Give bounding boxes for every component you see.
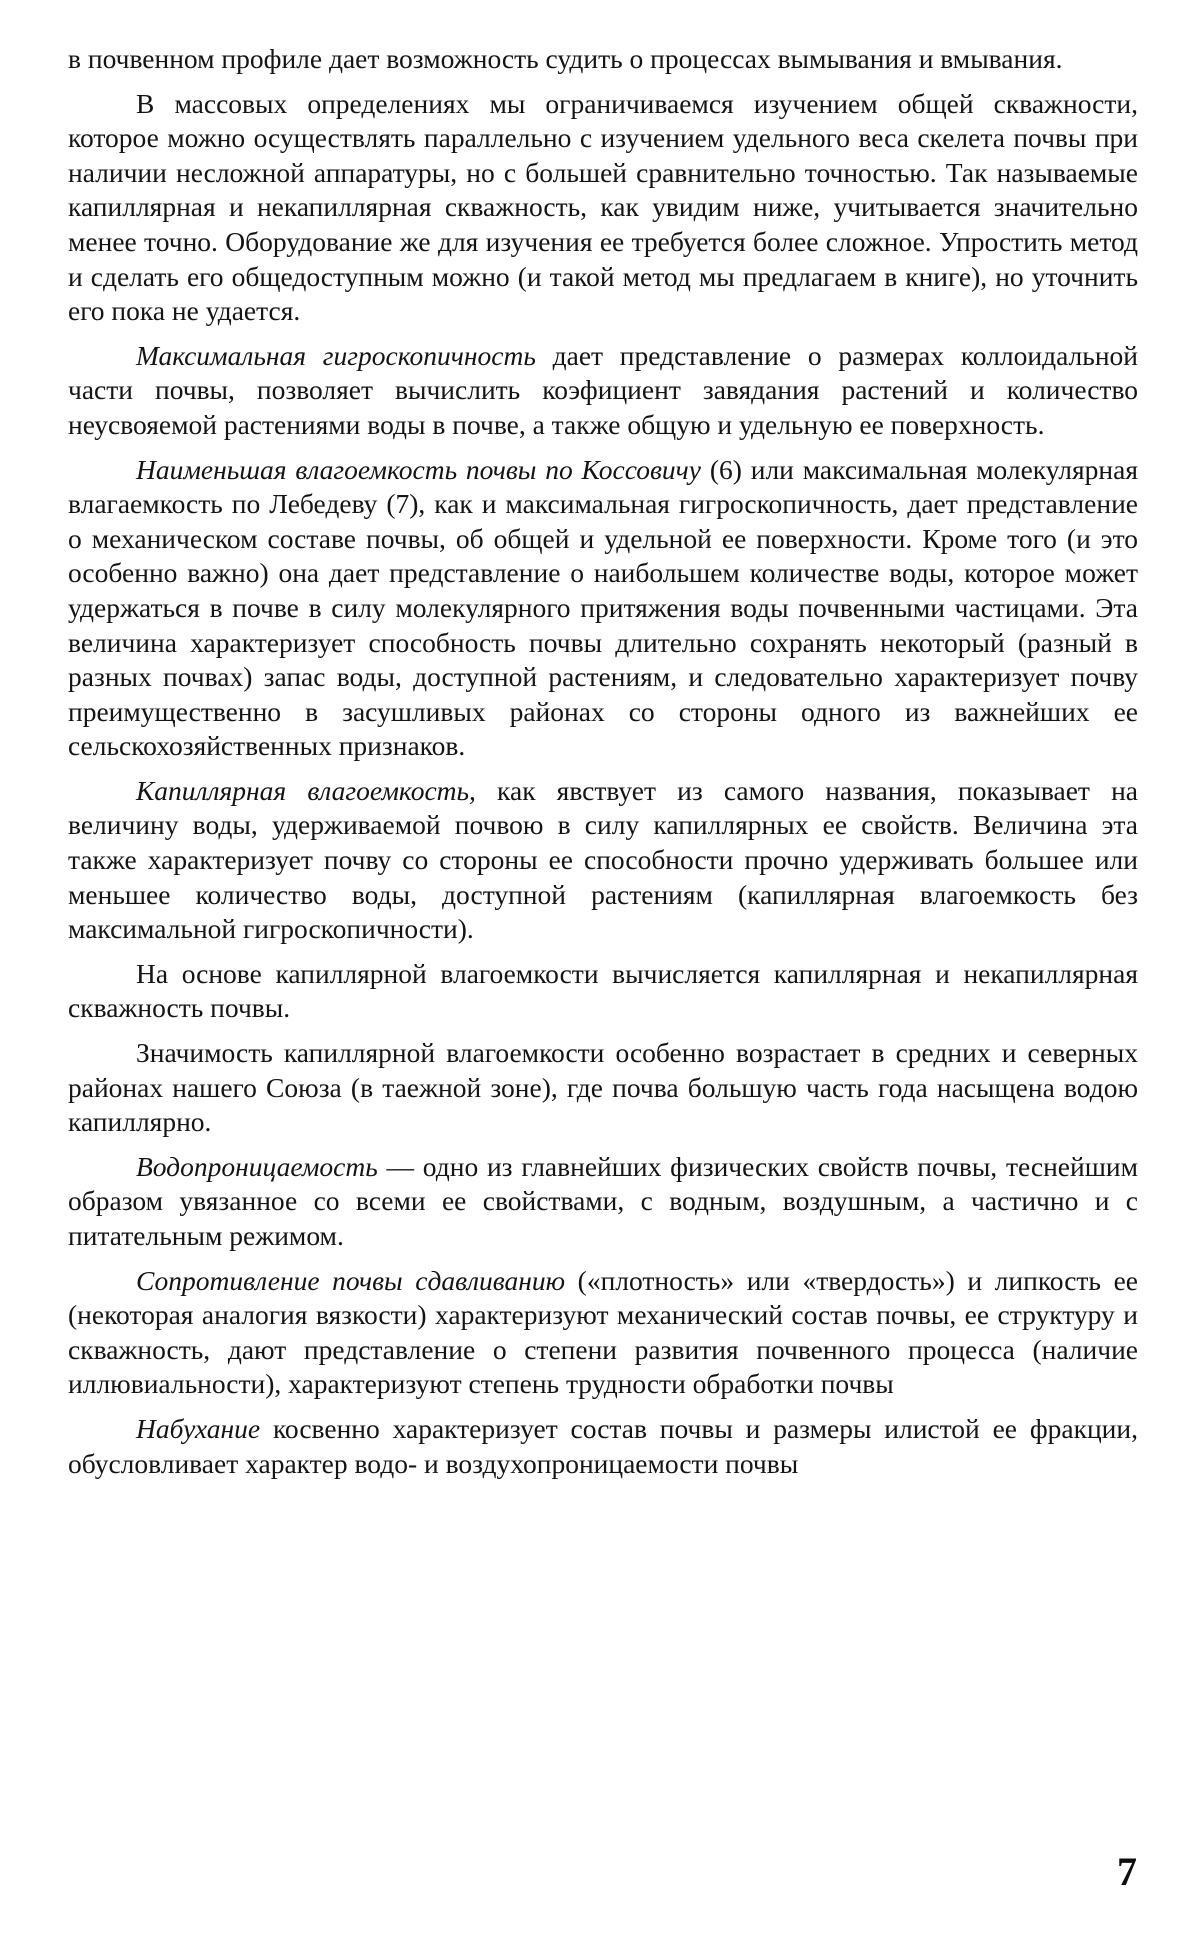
term-italic: Сопротивление почвы сдавливанию [136,1264,566,1296]
paragraph-text: дает представление о размерах коллоидальной части почвы, позволяет вычислить коэфициент завядания растений и количество неусвояемой растениями воды в почве, а также общую и удельную ее поверхность. [68,339,1138,440]
term-italic: Капиллярная влагоемкость, [136,774,476,806]
paragraph-capillary-capacity [68,774,1138,947]
term-italic: Максимальная гигроскопичность [136,339,536,371]
paragraph-porosity [68,87,1138,329]
paragraph-compression-resistance [68,1264,1138,1402]
paragraph-text: косвенно характеризует состав почвы и размеры илистой ее фракции, обусловливает характер водо- и воздухопроницаемости почвы [68,1412,1138,1479]
paragraph-text: как явствует из самого названия, показывает на величину воды, удерживаемой почвою в силу капиллярных ее свойств. Величина эта также характеризует почву со стороны ее способности прочно удерживать большее или меньшее количество воды, доступной растениям (капиллярная влагоемкость без максимальной гигроскопичности). [68,774,1138,945]
paragraph-text: На основе капиллярной влагоемкости вычисляется капиллярная и некапиллярная скважность почвы. [68,957,1138,1024]
page-body [68,42,1138,1491]
paragraph-text: Значимость капиллярной влагоемкости особенно возрастает в средних и северных районах нашего Союза (в таежной зоне), где почва большую часть года насыщена водою капиллярно. [68,1037,1138,1138]
paragraph-text: в почвенном профиле дает возможность судить о процессах вымывания и вмывания. [68,43,1063,74]
paragraph-permeability [68,1150,1138,1254]
paragraph-max-hygroscopicity [68,339,1138,443]
paragraph-continuation [68,42,1138,77]
paragraph-min-moisture-capacity [68,453,1138,764]
term-italic: Водопроницаемость [136,1150,378,1182]
paragraph-capillary-porosity [68,957,1138,1026]
paragraph-text: — одно из главнейших физических свойств почвы, теснейшим образом увязанное со всеми ее свойствами, с водным, воздушным, а частично и с питательным режимом. [68,1150,1138,1251]
term-italic: Набухание [136,1412,261,1444]
paragraph-text: («плотность» или «твердость») и липкость ее (некоторая аналогия вязкости) характеризуют механический состав почвы, ее структуру и скважность, дают представление о степени развития почвенного процесса (наличие иллювиальности), характеризуют степень трудности обработки почвы [68,1264,1138,1400]
paragraph-significance [68,1036,1138,1140]
page-number: 7 [1117,1849,1137,1894]
paragraph-text: (6) или максимальная молекулярная влагаемкость по Лебедеву (7), как и максимальная гигроскопичность, дает представление о механическом составе почвы, об общей и удельной ее поверхности. Кроме того (и это особенно важно) она дает представление о наибольшем количестве воды, которое может удержаться в почве в силу молекулярного притяжения воды почвенными частицами. Эта величина характеризует способность почвы длительно сохранять некоторый (разный в разных почвах) запас воды, доступной растениям, и следовательно характеризует почву преимущественно в засушливых районах со стороны одного из важнейших ее сельскохозяйственных признаков. [68,453,1138,762]
paragraph-text: В массовых определениях мы ограничиваемся изучением общей скважности, которое можно осуществлять параллельно с изучением удельного веса скелета почвы при наличии несложной аппаратуры, но с большей сравнительно точностью. Так называемые капиллярная и некапиллярная скважность, как увидим ниже, учитывается значительно менее точно. Оборудование же для изучения ее требуется более сложное. Упростить метод и сделать его общедоступным можно (и такой метод мы предлагаем в книге), но уточнить его пока не удается. [68,87,1138,327]
term-italic: Наименьшая влагоемкость почвы по Коссовичу [136,453,702,485]
paragraph-swelling [68,1412,1138,1481]
